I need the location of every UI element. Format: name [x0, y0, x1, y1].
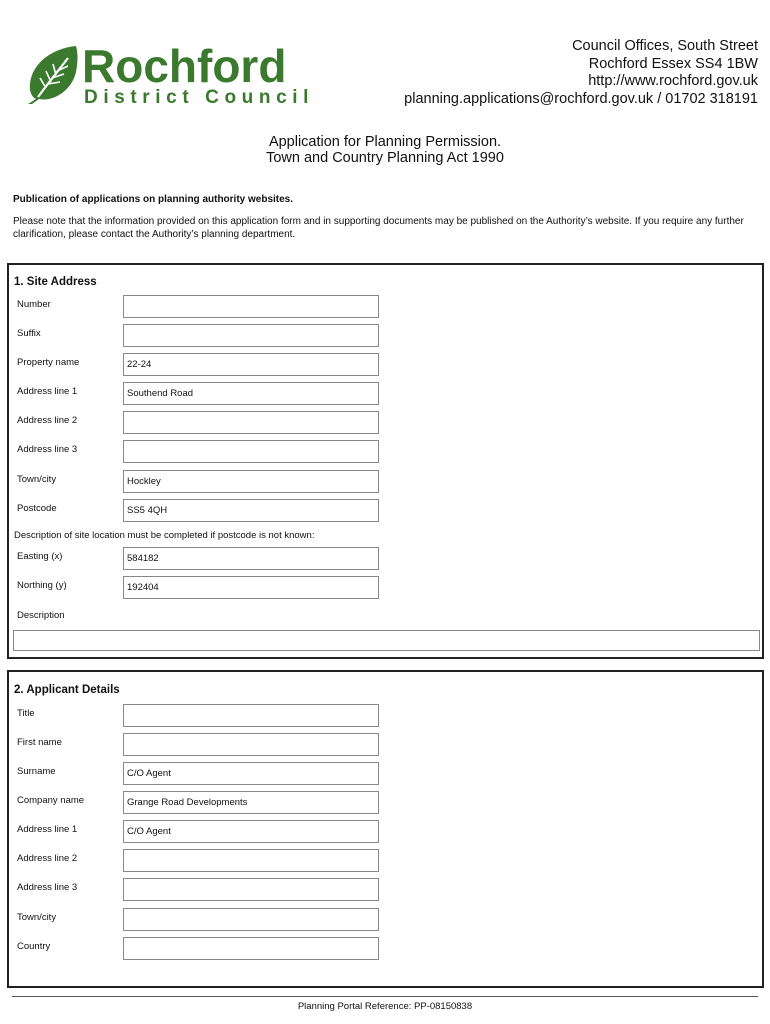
title-line-2: Town and Country Planning Act 1990 — [266, 150, 504, 166]
site-address-section — [7, 263, 764, 659]
title-line-1: Application for Planning Permission. — [268, 134, 502, 150]
field-label: Surname — [17, 766, 56, 777]
first-name-field[interactable] — [123, 733, 379, 756]
field-label: Address line 3 — [17, 444, 78, 455]
property-name-field[interactable]: 22-24 — [123, 353, 379, 376]
address-line-3-field[interactable] — [123, 878, 379, 901]
field-label: Easting (x) — [17, 551, 63, 562]
suffix-field[interactable] — [123, 324, 379, 347]
field-label: Northing (y) — [17, 580, 67, 591]
company-name-field[interactable]: Grange Road Developments — [123, 791, 379, 814]
address-line-1-field[interactable]: Southend Road — [123, 382, 379, 405]
country-field[interactable] — [123, 937, 379, 960]
document-title — [0, 134, 770, 166]
address-line-2-field[interactable] — [123, 411, 379, 434]
field-label: Suffix — [17, 328, 41, 339]
location-note: Description of site location must be completed if postcode is not known: — [14, 530, 315, 541]
field-label: First name — [17, 737, 62, 748]
applicant-details-section — [7, 670, 764, 988]
field-label: Address line 3 — [17, 882, 78, 893]
town-city-field[interactable]: Hockley — [123, 470, 379, 493]
address-line: Council Offices, South Street — [572, 38, 758, 54]
contact-line[interactable]: planning.applications@rochford.gov.uk / 01702 318191 — [404, 90, 758, 107]
address-line-3-field[interactable] — [123, 440, 379, 463]
footer-divider — [12, 996, 758, 997]
address-line: Rochford Essex SS4 1BW — [588, 55, 758, 72]
logo-name: Rochford — [82, 40, 287, 92]
description-field[interactable] — [13, 630, 760, 651]
title-field[interactable] — [123, 704, 379, 727]
field-label: Town/city — [17, 474, 57, 485]
section-title: 2. Applicant Details — [14, 684, 120, 696]
field-label: Company name — [17, 795, 85, 806]
field-label: Title — [17, 708, 35, 719]
field-label: Description — [17, 610, 65, 621]
website-link[interactable]: http://www.rochford.gov.uk — [588, 73, 758, 89]
number-field[interactable] — [123, 295, 379, 318]
field-label: Address line 2 — [17, 415, 78, 426]
surname-field[interactable]: C/O Agent — [123, 762, 379, 785]
field-label: Country — [17, 941, 51, 952]
publication-heading: Publication of applications on planning authority websites. — [13, 194, 294, 205]
field-label: Town/city — [17, 912, 57, 923]
portal-reference: Planning Portal Reference: PP-08150838 — [297, 1001, 473, 1012]
field-label: Number — [17, 299, 51, 310]
council-address — [404, 38, 758, 108]
section-title: 1. Site Address — [14, 276, 97, 288]
postcode-field[interactable]: SS5 4QH — [123, 499, 379, 522]
field-label: Property name — [17, 357, 80, 368]
publication-text: Please note that the information provided on this application form and in supporting documents may be published on the Authority’s website. If you require any further clarification, please contact the Authority’s planning department. — [13, 216, 744, 240]
easting-field[interactable]: 584182 — [123, 547, 379, 570]
address-line-1-field[interactable]: C/O Agent — [123, 820, 379, 843]
field-label: Address line 1 — [17, 386, 78, 397]
logo-subtitle: District Council — [84, 87, 315, 108]
field-label: Postcode — [17, 503, 57, 514]
town-city-field[interactable] — [123, 908, 379, 931]
leaf-logo-icon — [24, 44, 82, 104]
field-label: Address line 2 — [17, 853, 78, 864]
address-line-2-field[interactable] — [123, 849, 379, 872]
northing-field[interactable]: 192404 — [123, 576, 379, 599]
field-label: Address line 1 — [17, 824, 78, 835]
